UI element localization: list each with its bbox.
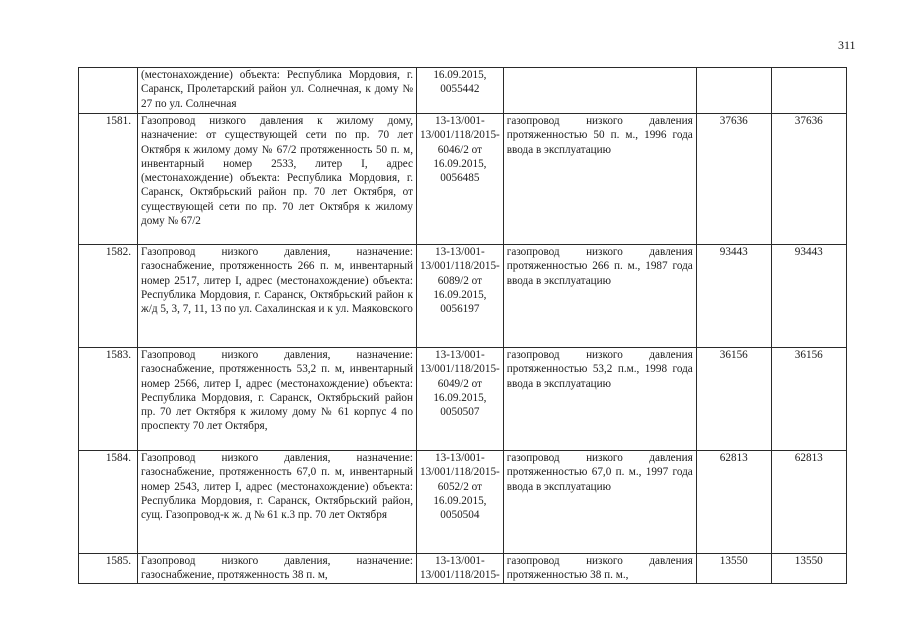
table-row [79, 245, 847, 348]
residual-value: 37636 [771, 114, 846, 245]
residual-value: 13550 [771, 554, 846, 584]
object-description [503, 68, 696, 114]
page-number: 311 [838, 38, 856, 52]
row-number: 1582. [79, 245, 138, 348]
table-row [79, 451, 847, 554]
property-registry-table [78, 67, 847, 584]
object-description: газопровод низкого давления протяженностью 53,2 п.м., 1998 года ввода в эксплуатацию [503, 348, 696, 451]
object-name: Газопровод низкого давления к жилому дому, назначение: от существующей сети по пр. 70 лет Октября к жилому дому № 67/2 протяженность 50 п. м, инвентарный номер 2533, литер I, адрес (местонахождение) объекта: Республика Мордовия, г. Саранск, Октябрьский район пр. 70 лет Октября, от существующей сети по пр. 70 лет Октября к жилому дому № 67/2 [138, 114, 417, 245]
table-row [79, 554, 847, 584]
row-number: 1581. [79, 114, 138, 245]
residual-value [771, 68, 846, 114]
object-name: Газопровод низкого давления, назначение: газоснабжение, протяженность 266 п. м, инвентарный номер 2517, литер I, адрес (местонахождение) объекта: Республика Мордовия, г. Саранск, Октябрьский район к ж/д 5, 3, 7, 11, 13 по ул. Сахалинская и к ул. Маяковского [138, 245, 417, 348]
row-number: 1583. [79, 348, 138, 451]
object-description: газопровод низкого давления протяженностью 67,0 п. м., 1997 года ввода в эксплуатацию [503, 451, 696, 554]
object-description: газопровод низкого давления протяженностью 266 п. м., 1987 года ввода в эксплуатацию [503, 245, 696, 348]
registration-record: 16.09.2015, 0055442 [417, 68, 504, 114]
residual-value: 36156 [771, 348, 846, 451]
row-number: 1584. [79, 451, 138, 554]
row-number: 1585. [79, 554, 138, 584]
registration-record: 13-13/001-13/001/118/2015-6049/2 от 16.09.2015, 0050507 [417, 348, 504, 451]
registration-record: 13-13/001-13/001/118/2015-6052/2 от 16.09.2015, 0050504 [417, 451, 504, 554]
registration-record: 13-13/001-13/001/118/2015- [417, 554, 504, 584]
object-description: газопровод низкого давления протяженностью 50 п. м., 1996 года ввода в эксплуатацию [503, 114, 696, 245]
registration-record: 13-13/001-13/001/118/2015-6089/2 от 16.09.2015, 0056197 [417, 245, 504, 348]
object-name: (местонахождение) объекта: Республика Мордовия, г. Саранск, Пролетарский район ул. Солнечная, к дому № 27 по ул. Солнечная [138, 68, 417, 114]
book-value: 37636 [696, 114, 771, 245]
object-name: Газопровод низкого давления, назначение: газоснабжение, протяженность 38 п. м, [138, 554, 417, 584]
book-value [696, 68, 771, 114]
table-row [79, 68, 847, 114]
book-value: 36156 [696, 348, 771, 451]
residual-value: 62813 [771, 451, 846, 554]
book-value: 93443 [696, 245, 771, 348]
book-value: 13550 [696, 554, 771, 584]
object-name: Газопровод низкого давления, назначение: газоснабжение, протяженность 67,0 п. м, инвентарный номер 2543, литер I, адрес (местонахождение) объекта: Республика Мордовия, г. Саранск, Октябрьский район, сущ. Газопровод-к ж. д № 61 к.3 пр. 70 лет Октября [138, 451, 417, 554]
table-row [79, 348, 847, 451]
object-description: газопровод низкого давления протяженностью 38 п. м., [503, 554, 696, 584]
object-name: Газопровод низкого давления, назначение: газоснабжение, протяженность 53,2 п. м, инвентарный номер 2566, литер I, адрес (местонахождение) объекта: Республика Мордовия, г. Саранск, Октябрьский район пр. 70 лет Октября к жилому дому № 61 корпус 4 по проспекту 70 лет Октября, [138, 348, 417, 451]
table-row [79, 114, 847, 245]
book-value: 62813 [696, 451, 771, 554]
row-number [79, 68, 138, 114]
residual-value: 93443 [771, 245, 846, 348]
registration-record: 13-13/001-13/001/118/2015-6046/2 от 16.09.2015, 0056485 [417, 114, 504, 245]
